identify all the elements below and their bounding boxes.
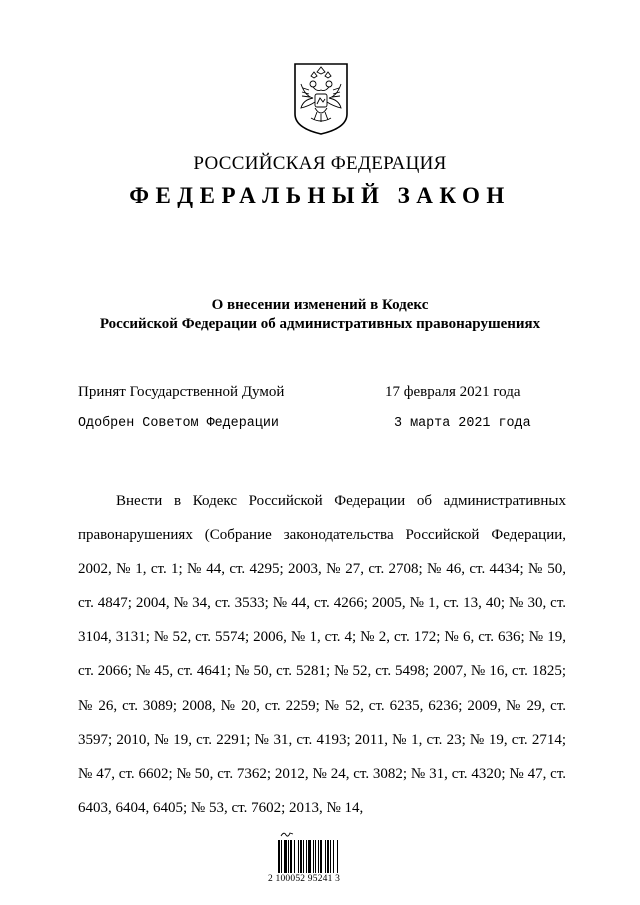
barcode-icon <box>278 840 360 873</box>
law-body <box>78 484 566 825</box>
barcode-number: 2 100052 95241 3 <box>268 874 341 884</box>
signature-mark-icon <box>280 830 294 838</box>
law-title <box>0 296 640 334</box>
adoption-council-date: 3 марта 2021 года <box>394 416 531 431</box>
adoption-duma-date: 17 февраля 2021 года <box>385 384 521 400</box>
adoption-council-label: Одобрен Советом Федерации <box>78 416 279 431</box>
body-paragraph: Внести в Кодекс Российской Федерации об административных правонарушениях (Собрание законодательства Российской Федерации, 2002, № 1, ст. 1; № 44, ст. 4295; 2003, № 27, ст. 2708; № 46, ст. 4434; № 50, ст. 4847; 2004, № 34, ст. 3533; № 44, ст. 4266; 2005, № 1, ст. 13, 40; № 30, ст. 3104, 3131; № 52, ст. 5574; 2006, № 1, ст. 4; № 2, ст. 172; № 6, ст. 636; № 19, ст. 2066; № 45, ст. 4641; № 50, ст. 5281; № 52, ст. 5498; 2007, № 16, ст. 1825; № 26, ст. 3089; 2008, № 20, ст. 2259; № 52, ст. 6235, 6236; 2009, № 29, ст. 3597; 2010, № 19, ст. 2291; № 31, ст. 4193; 2011, № 1, ст. 23; № 19, ст. 2714; № 47, ст. 6602; № 50, ст. 7362; 2012, № 24, ст. 3082; № 31, ст. 4320; № 47, ст. 6403, 6404, 6405; № 53, ст. 7602; 2013, № 14, <box>78 493 566 816</box>
document-type: ФЕДЕРАЛЬНЫЙ ЗАКОН <box>129 183 511 208</box>
law-title-line-1: О внесении изменений в Кодекс <box>211 297 429 313</box>
coat-of-arms-icon <box>289 62 353 136</box>
law-title-line-2: Российской Федерации об административных правонарушениях <box>99 316 541 332</box>
country-name: РОССИЙСКАЯ ФЕДЕРАЦИЯ <box>193 153 447 174</box>
barcode-block <box>268 830 368 886</box>
adoption-duma-label: Принят Государственной Думой <box>78 384 285 400</box>
